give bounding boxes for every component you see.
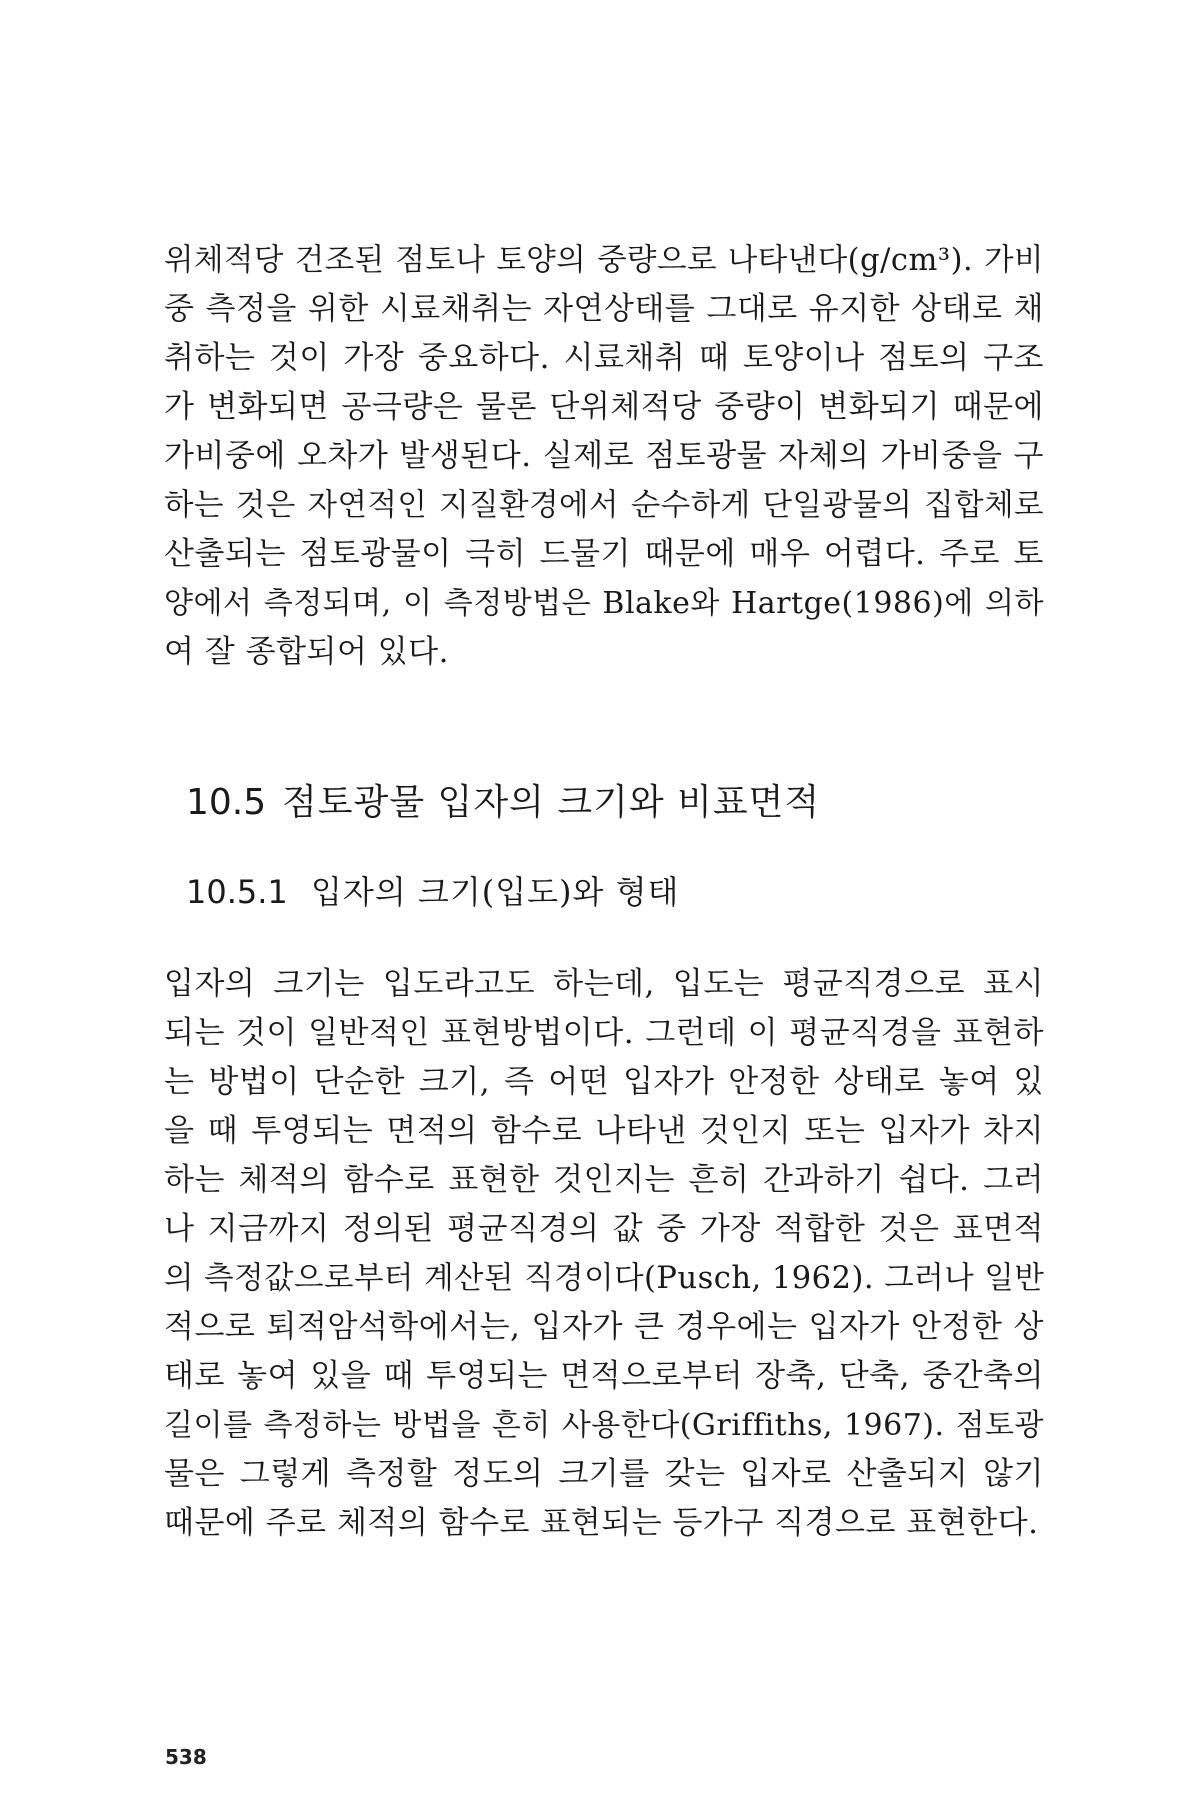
text-line: 위체적당 건조된 점토나 토양의 중량으로 나타낸다(g/cm³). 가비: [164, 243, 1044, 278]
text-line: 적으로 퇴적암석학에서는, 입자가 큰 경우에는 입자가 안정한 상: [164, 1309, 1044, 1345]
text-line: 때문에 주로 체적의 함수로 표현되는 등가구 직경으로 표현한다.: [164, 1505, 1039, 1541]
text-line: 되는 것이 일반적인 표현방법이다. 그런데 이 평균직경을 표현하: [164, 1015, 1044, 1051]
text-line: 하는 체적의 함수로 표현한 것인지는 흔히 간과하기 쉽다. 그러: [164, 1162, 1044, 1198]
text-line: 길이를 측정하는 방법을 흔히 사용한다(Griffiths, 1967). 점토광: [164, 1408, 1044, 1443]
text-line: 취하는 것이 가장 중요하다. 시료채취 때 토양이나 점토의 구조: [164, 340, 1044, 376]
subsection-number: 10.5.1: [186, 873, 288, 911]
text-line: 을 때 투영되는 면적의 함수로 나타낸 것인지 또는 입자가 차지: [164, 1113, 1044, 1149]
subsection-title: 입자의 크기(입도)와 형태: [311, 873, 680, 911]
body-paragraph-1: [164, 236, 1044, 677]
text-line: 물은 그렇게 측정할 정도의 크기를 갖는 입자로 산출되지 않기: [164, 1456, 1044, 1492]
text-line: 중 측정을 위한 시료채취는 자연상태를 그대로 유지한 상태로 채: [164, 291, 1044, 327]
section-title: 점토광물 입자의 크기와 비표면적: [282, 782, 821, 823]
text-line: 입자의 크기는 입도라고도 하는데, 입도는 평균직경으로 표시: [164, 966, 1044, 1002]
section-heading: [186, 774, 820, 825]
text-line: 의 측정값으로부터 계산된 직경이다(Pusch, 1962). 그러나 일반: [164, 1261, 1045, 1296]
section-number: 10.5: [186, 782, 267, 823]
text-line: 태로 놓여 있을 때 투영되는 면적으로부터 장축, 단축, 중간축의: [164, 1358, 1044, 1394]
body-paragraph-2: [164, 960, 1044, 1548]
text-line: 양에서 측정되며, 이 측정방법은 Blake와 Hartge(1986)에 의하: [164, 586, 1044, 621]
page-number: 538: [165, 1745, 207, 1769]
text-line: 여 잘 종합되어 있다.: [164, 634, 449, 670]
text-line: 산출되는 점토광물이 극히 드물기 때문에 매우 어렵다. 주로 토: [164, 536, 1044, 572]
text-line: 나 지금까지 정의된 평균직경의 값 중 가장 적합한 것은 표면적: [164, 1211, 1044, 1247]
text-line: 는 방법이 단순한 크기, 즉 어떤 입자가 안정한 상태로 놓여 있: [164, 1064, 1044, 1100]
text-line: 하는 것은 자연적인 지질환경에서 순수하게 단일광물의 집합체로: [164, 488, 1044, 523]
text-line: 가 변화되면 공극량은 물론 단위체적당 중량이 변화되기 때문에: [164, 389, 1044, 425]
text-line: 가비중에 오차가 발생된다. 실제로 점토광물 자체의 가비중을 구: [164, 438, 1044, 474]
subsection-heading: [186, 867, 679, 913]
